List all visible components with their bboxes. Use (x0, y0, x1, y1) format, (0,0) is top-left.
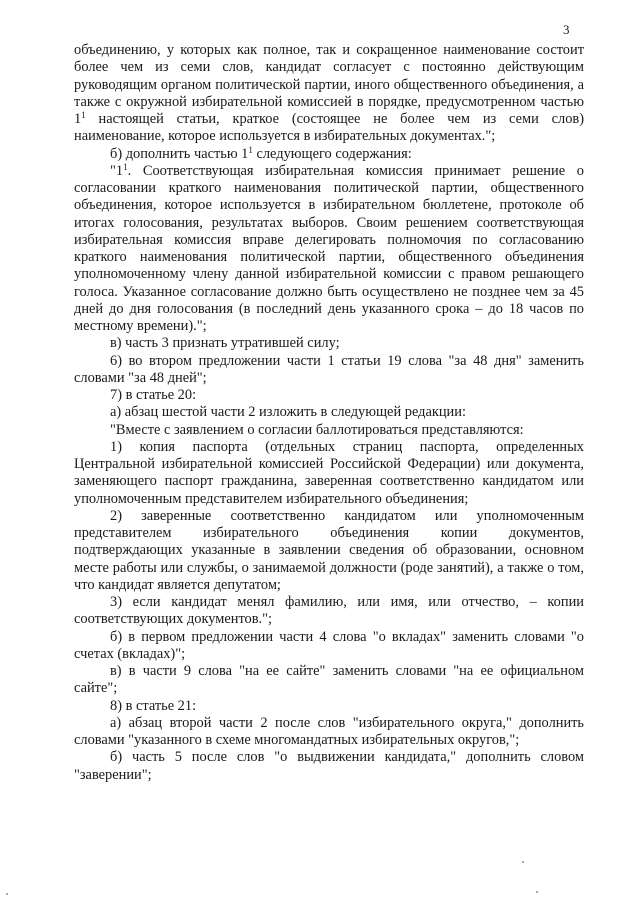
paragraph (74, 146, 584, 163)
text-run: а) абзац второй части 2 после слов "избирательного округа," дополнить словами "указанного в схеме многомандатных избирательных округов,"; (74, 714, 584, 748)
paragraph (74, 439, 584, 508)
text-run: следующего содержания: (252, 145, 412, 162)
paragraph (74, 715, 584, 750)
text-run: 6) во втором предложении части 1 статьи 19 слова "за 48 дня" заменить словами "за 48 дней"; (74, 352, 584, 386)
text-run: 7) в статье 20: (110, 387, 197, 403)
paragraph (74, 698, 584, 715)
paragraph (74, 353, 584, 388)
text-run: "Вместе с заявлением о согласии баллотироваться представляются: (110, 421, 524, 438)
paragraph (74, 594, 584, 629)
paragraph (74, 663, 584, 698)
text-run: в) в части 9 слова "на ее сайте" заменить словами "на ее официальном сайте"; (74, 663, 584, 697)
paragraph (74, 422, 584, 439)
text-run: 1) копия паспорта (отдельных страниц паспорта, определенных Центральной избирательной комиссией Российской Федерации) или документа, заменяющего паспорт гражданина, заверенная соответственно кандидатом или уполномоченным представителем избирательного объединения; (74, 438, 584, 507)
scan-speck (522, 861, 524, 863)
page-number: 3 (563, 22, 570, 37)
text-run: 2) заверенные соответственно кандидатом или уполномоченным представителем избирательного объединения копии документов, подтверждающих указанные в заявлении сведения об образовании, основном месте работы или службы, о занимаемой должности (роде занятий), а также о том, что кандидат является депутатом; (74, 507, 584, 593)
text-run: . Соответствующая избирательная комиссия принимает решение о согласовании краткого наименования политической партии, общественного объединения, которое используется в избирательном бюллетене, протоколе об итогах голосования, результатах выборов. Своим решением соответствующая избирательная комиссия вправе делегировать полномочия по согласованию краткого наименования политической партии, общественного объединения уполномоченному члену данной избирательной комиссии с правом решающего голоса. Указанное согласование должно быть осуществлено не позднее чем за 45 дней до дня голосования (в последний день указанного срока – до 18 часов по местному времени)."; (74, 162, 584, 334)
superscript: 1 (81, 110, 86, 120)
text-run: настоящей статьи, краткое (состоящее не более чем из семи слов) наименование, которое используется в избирательных документах."; (74, 111, 584, 145)
text-run: 8) в статье 21: (110, 697, 197, 714)
paragraph (74, 629, 584, 664)
paragraph (74, 387, 584, 404)
text-run: 3) если кандидат менял фамилию, или имя, или отчество, – копии соответствующих документов."; (74, 594, 584, 628)
text-run: "1 (110, 162, 124, 179)
superscript: 1 (123, 161, 128, 172)
paragraph (74, 335, 584, 352)
paragraph (74, 749, 584, 784)
document-body (74, 42, 584, 784)
paragraph (74, 42, 584, 146)
text-run: б) дополнить частью 1 (110, 145, 249, 162)
scan-speck (536, 891, 538, 893)
scan-speck (6, 893, 8, 895)
text-run: в) часть 3 признать утратившей силу; (110, 335, 340, 352)
text-run: объединению, у которых как полное, так и сокращенное наименование состоит более чем из семи слов, кандидат согласует с постоянно действующим руководящим органом политической партии, иного общественного объединения, а также с окружной избирательной комиссией в порядке, предусмотренном частью 1 (74, 42, 584, 127)
paragraph (74, 508, 584, 594)
paragraph (74, 163, 584, 336)
paragraph (74, 404, 584, 421)
text-run: б) часть 5 после слов "о выдвижении кандидата," дополнить словом "заверении"; (74, 749, 584, 783)
text-run: а) абзац шестой части 2 изложить в следующей редакции: (110, 404, 466, 421)
text-run: б) в первом предложении части 4 слова "о вкладах" заменить словами "о счетах (вкладах)"; (74, 628, 584, 662)
superscript: 1 (248, 144, 253, 155)
